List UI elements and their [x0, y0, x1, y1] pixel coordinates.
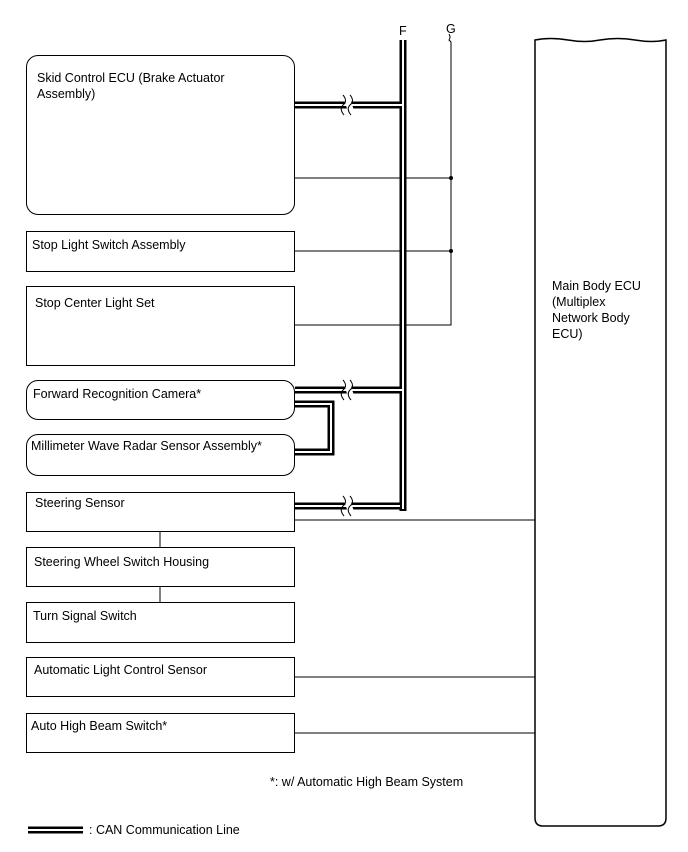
radar-sensor-label: Millimeter Wave Radar Sensor Assembly* — [31, 439, 262, 453]
skid-control-ecu-label: Skid Control ECU (Brake Actuator Assembly) — [37, 71, 225, 101]
steering-wheel-switch-label: Steering Wheel Switch Housing — [34, 555, 210, 569]
footnote: *: w/ Automatic High Beam System — [270, 775, 464, 789]
auto-light-sensor-label: Automatic Light Control Sensor — [34, 663, 208, 677]
forward-camera-label: Forward Recognition Camera* — [33, 387, 202, 401]
stop-center-light-label: Stop Center Light Set — [35, 296, 155, 310]
g-bus-line — [295, 34, 451, 325]
bus-label-g: G — [446, 22, 456, 36]
junction-dot — [449, 176, 453, 180]
turn-signal-switch-label: Turn Signal Switch — [33, 609, 137, 623]
steering-sensor-label: Steering Sensor — [35, 496, 125, 510]
junction-dot — [449, 249, 453, 253]
main-body-ecu-label: Main Body ECU (Multiplex Network Body ECU) — [552, 279, 641, 341]
bus-label-f: F — [399, 24, 407, 38]
stop-light-switch-label: Stop Light Switch Assembly — [32, 238, 186, 252]
auto-high-beam-switch-label: Auto High Beam Switch* — [31, 719, 168, 733]
legend-can-label: : CAN Communication Line — [89, 823, 240, 837]
f-bus-can-line — [295, 40, 403, 516]
main-body-ecu-outline — [535, 39, 666, 827]
